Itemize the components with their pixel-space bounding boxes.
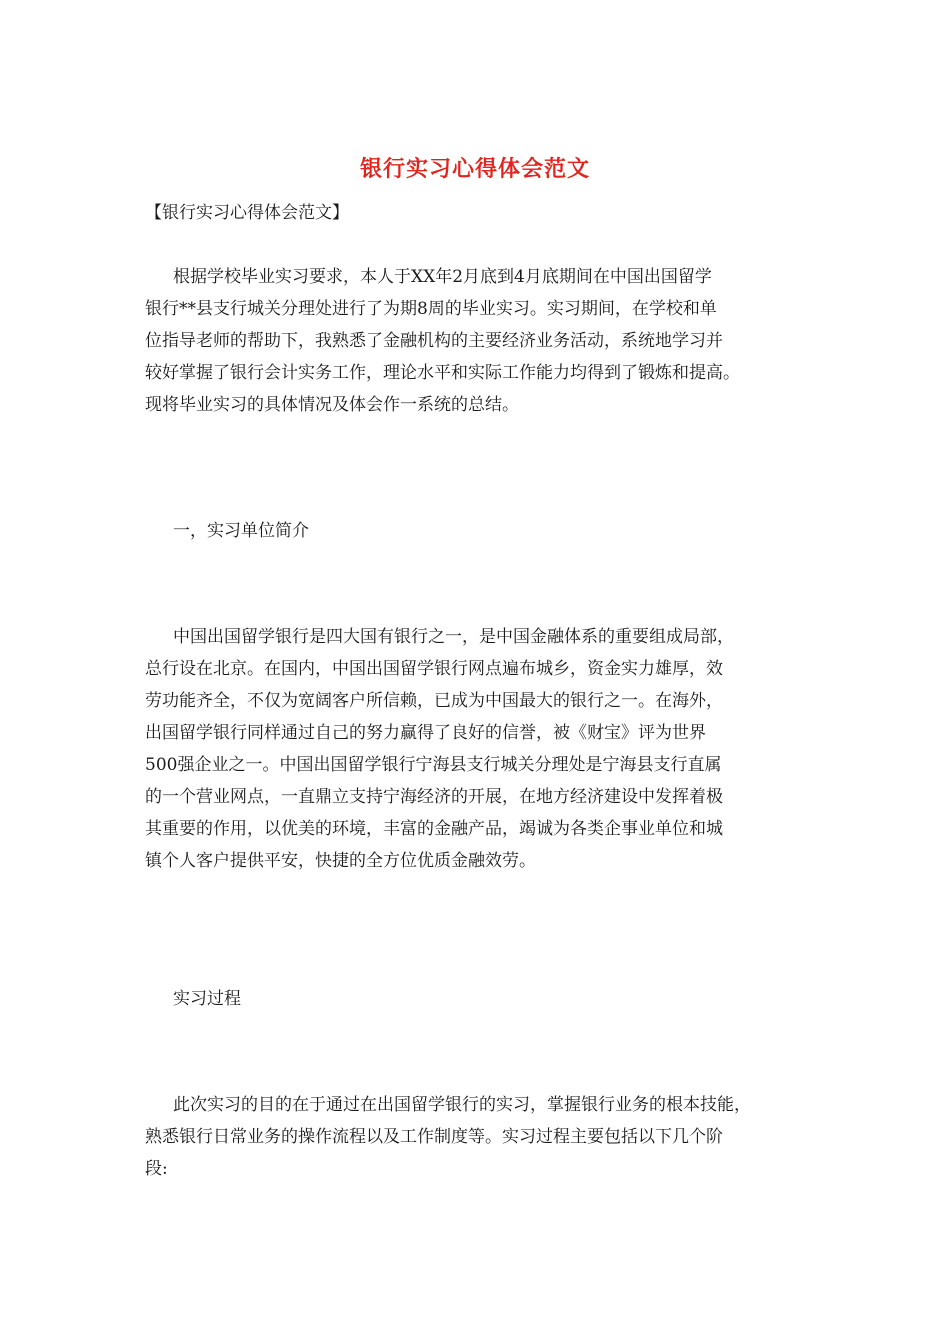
section-heading-internship-process: 实习过程	[173, 989, 241, 1009]
section-heading-unit-intro: 一，实习单位简介	[173, 521, 309, 541]
document-subtitle: 【银行实习心得体会范文】	[145, 203, 349, 223]
intro-paragraph	[145, 261, 815, 421]
paragraph-line: 中国出国留学银行是四大国有银行之一，是中国金融体系的重要组成局部，	[173, 627, 734, 647]
paragraph-line: 此次实习的目的在于通过在出国留学银行的实习，掌握银行业务的根本技能，	[173, 1095, 751, 1115]
paragraph-line: 熟悉银行日常业务的操作流程以及工作制度等。实习过程主要包括以下几个阶	[145, 1127, 723, 1147]
unit-intro-paragraph	[145, 621, 815, 877]
paragraph-line: 现将毕业实习的具体情况及体会作一系统的总结。	[145, 395, 519, 415]
paragraph-line: 段:	[145, 1159, 168, 1179]
document-title: 银行实习心得体会范文	[359, 156, 590, 182]
paragraph-line: 镇个人客户提供平安，快捷的全方位优质金融效劳。	[145, 851, 536, 871]
paragraph-line: 出国留学银行同样通过自己的努力赢得了良好的信誉，被《财宝》评为世界	[145, 723, 706, 743]
paragraph-line: 银行**县支行城关分理处进行了为期8周的毕业实习。实习期间，在学校和单	[145, 299, 717, 319]
paragraph-line: 较好掌握了银行会计实务工作，理论水平和实际工作能力均得到了锻炼和提高。	[145, 363, 740, 383]
paragraph-line: 根据学校毕业实习要求，本人于XX年2月底到4月底期间在中国出国留学	[173, 267, 712, 287]
paragraph-line: 劳功能齐全，不仅为宽阔客户所信赖，已成为中国最大的银行之一。在海外，	[145, 691, 723, 711]
paragraph-line: 总行设在北京。在国内，中国出国留学银行网点遍布城乡，资金实力雄厚，效	[145, 659, 723, 679]
paragraph-line: 其重要的作用，以优美的环境，丰富的金融产品，竭诚为各类企事业单位和城	[145, 819, 723, 839]
internship-process-paragraph	[145, 1089, 815, 1185]
paragraph-line: 位指导老师的帮助下，我熟悉了金融机构的主要经济业务活动，系统地学习并	[145, 331, 723, 351]
paragraph-line: 500强企业之一。中国出国留学银行宁海县支行城关分理处是宁海县支行直属	[145, 755, 722, 775]
paragraph-line: 的一个营业网点，一直鼎立支持宁海经济的开展，在地方经济建设中发挥着极	[145, 787, 723, 807]
